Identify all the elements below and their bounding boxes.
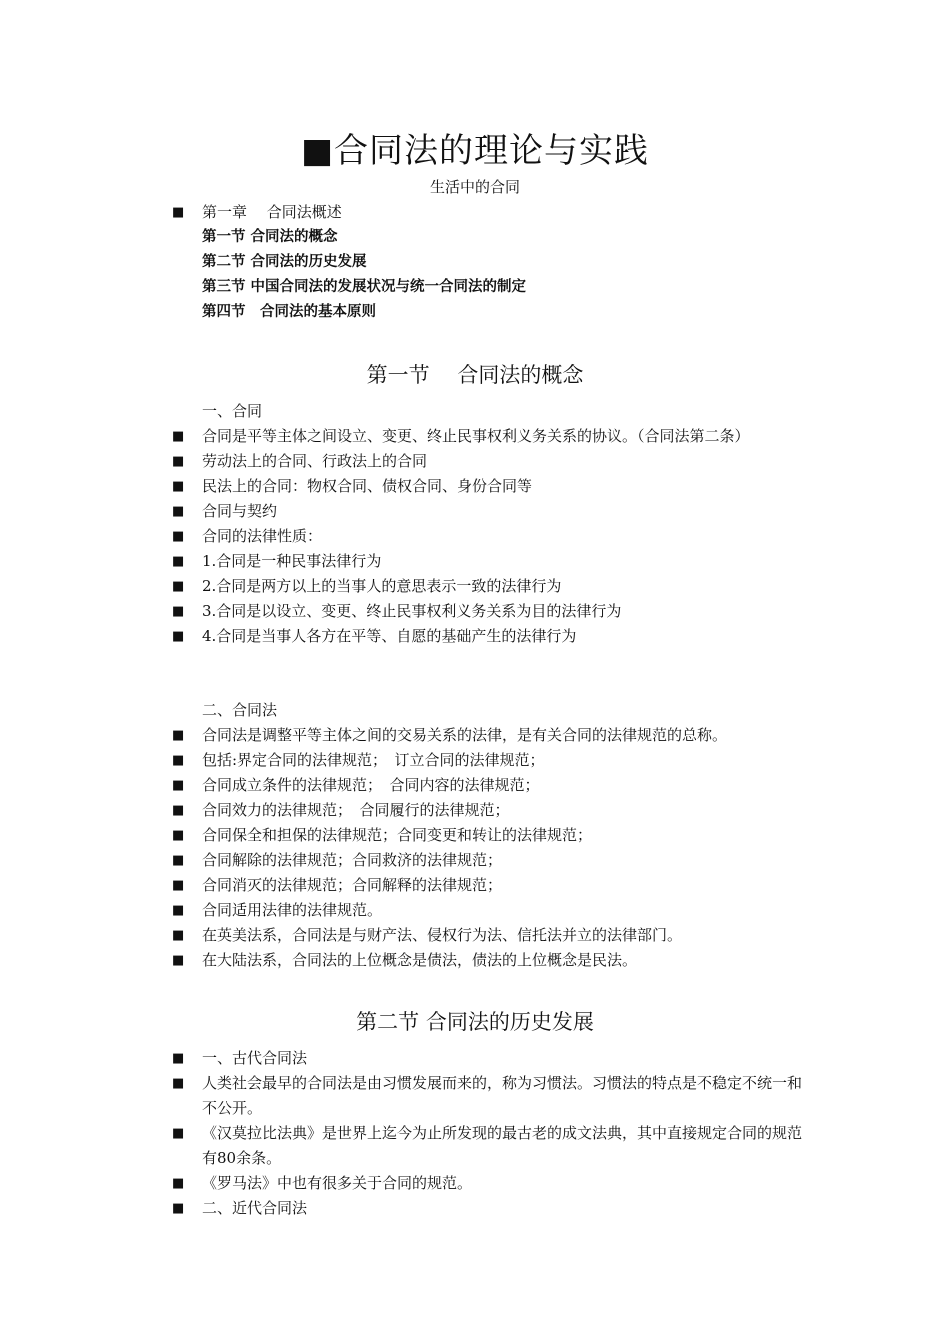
list-item bbox=[172, 474, 812, 499]
toc-section bbox=[172, 275, 812, 300]
toc-chapter-label: 第一章 合同法概述 bbox=[202, 203, 342, 221]
list-item-text: 包括:界定合同的法律规范； 订立合同的法律规范； bbox=[202, 751, 545, 769]
list-item bbox=[172, 1121, 812, 1171]
list-item-text: 合同适用法律的法律规范。 bbox=[202, 901, 383, 919]
toc-section bbox=[172, 225, 812, 250]
bullet-icon: ■ bbox=[172, 953, 185, 968]
bullet-icon: ■ bbox=[172, 1201, 185, 1216]
list-item bbox=[172, 723, 812, 748]
list-item bbox=[172, 923, 812, 948]
list-item-text: 《汉莫拉比法典》是世界上迄今为止所发现的最古老的成文法典，其中直接规定合同的规范有80余条。 bbox=[202, 1124, 803, 1167]
bullet-icon: ■ bbox=[172, 629, 185, 644]
list-item-text: 合同是平等主体之间设立、变更、终止民事权利义务关系的协议。（合同法第二条） bbox=[202, 427, 750, 445]
bullet-icon: ■ bbox=[172, 454, 185, 469]
list-item-text: 合同解除的法律规范；合同救济的法律规范； bbox=[202, 851, 503, 869]
section1-part2 bbox=[172, 698, 812, 973]
list-item bbox=[172, 499, 812, 524]
toc-chapter bbox=[172, 200, 812, 225]
list-item bbox=[172, 823, 812, 848]
toc-section-label: 第一节 合同法的概念 bbox=[202, 229, 338, 245]
bullet-icon: ■ bbox=[172, 1126, 185, 1141]
toc-section bbox=[172, 250, 812, 275]
page-title: ■合同法的理论与实践 bbox=[300, 131, 650, 171]
bullet-icon: ■ bbox=[172, 429, 185, 444]
list-item bbox=[172, 773, 812, 798]
list-item-text: 合同法是调整平等主体之间的交易关系的法律，是有关合同的法律规范的总称。 bbox=[202, 726, 728, 744]
bullet-icon: ■ bbox=[172, 479, 185, 494]
list-item-text: 4.合同是当事人各方在平等、自愿的基础产生的法律行为 bbox=[202, 627, 577, 645]
list-item-text: 民法上的合同：物权合同、债权合同、身份合同等 bbox=[202, 477, 533, 495]
list-item bbox=[172, 524, 812, 549]
section-heading: 第二节 合同法的历史发展 bbox=[356, 1010, 594, 1034]
list-item bbox=[172, 549, 812, 574]
bullet-icon: ■ bbox=[172, 604, 185, 619]
toc-section bbox=[172, 300, 812, 325]
list-item bbox=[172, 449, 812, 474]
section1-part1 bbox=[172, 399, 812, 649]
bullet-icon: ■ bbox=[172, 1051, 185, 1066]
list-item-text: 在大陆法系，合同法的上位概念是债法，债法的上位概念是民法。 bbox=[202, 951, 638, 969]
bullet-icon: ■ bbox=[172, 803, 185, 818]
bullet-icon: ■ bbox=[172, 778, 185, 793]
list-item-text: 人类社会最早的合同法是由习惯发展而来的，称为习惯法。习惯法的特点是不稳定不统一和不公开。 bbox=[202, 1074, 803, 1117]
list-item bbox=[172, 948, 812, 973]
toc-section-label: 第三节 中国合同法的发展状况与统一合同法的制定 bbox=[202, 279, 527, 295]
list-item-text: 合同消灭的法律规范；合同解释的法律规范； bbox=[202, 876, 503, 894]
bullet-icon: ■ bbox=[172, 205, 185, 220]
list-item-text: 合同保全和担保的法律规范；合同变更和转让的法律规范； bbox=[202, 826, 593, 844]
part-label: 一、合同 bbox=[202, 402, 263, 420]
list-item bbox=[172, 599, 812, 624]
bullet-icon: ■ bbox=[172, 1176, 185, 1191]
list-item bbox=[172, 748, 812, 773]
list-item-text: 劳动法上的合同、行政法上的合同 bbox=[202, 452, 428, 470]
list-item-text: 二、近代合同法 bbox=[202, 1199, 308, 1217]
list-item bbox=[172, 1071, 812, 1121]
list-item bbox=[172, 424, 812, 449]
list-item-text: 合同的法律性质： bbox=[202, 527, 323, 545]
bullet-icon: ■ bbox=[172, 1076, 185, 1091]
toc-section-label: 第二节 合同法的历史发展 bbox=[202, 254, 367, 270]
bullet-icon: ■ bbox=[172, 728, 185, 743]
list-item bbox=[172, 798, 812, 823]
list-item-text: 一、古代合同法 bbox=[202, 1049, 308, 1067]
list-item bbox=[172, 1196, 812, 1221]
toc-section-label: 第四节 合同法的基本原则 bbox=[202, 304, 376, 320]
list-item-text: 《罗马法》中也有很多关于合同的规范。 bbox=[202, 1174, 473, 1192]
list-item-text: 3.合同是以设立、变更、终止民事权利义务关系为目的法律行为 bbox=[202, 602, 622, 620]
list-item bbox=[172, 624, 812, 649]
list-item-text: 合同与契约 bbox=[202, 502, 278, 520]
list-item-text: 1.合同是一种民事法律行为 bbox=[202, 552, 382, 570]
bullet-icon: ■ bbox=[172, 554, 185, 569]
section2-list bbox=[172, 1046, 812, 1221]
list-item-text: 在英美法系，合同法是与财产法、侵权行为法、信托法并立的法律部门。 bbox=[202, 926, 683, 944]
bullet-icon: ■ bbox=[172, 903, 185, 918]
part-label: 二、合同法 bbox=[202, 701, 278, 719]
bullet-icon: ■ bbox=[172, 529, 185, 544]
table-of-contents bbox=[172, 200, 812, 325]
part-label-row bbox=[172, 698, 812, 723]
list-item-text: 合同效力的法律规范； 合同履行的法律规范； bbox=[202, 801, 510, 819]
bullet-icon: ■ bbox=[172, 878, 185, 893]
section-heading: 第一节 合同法的概念 bbox=[366, 363, 584, 387]
bullet-icon: ■ bbox=[172, 828, 185, 843]
bullet-icon: ■ bbox=[172, 504, 185, 519]
list-item bbox=[172, 574, 812, 599]
bullet-icon: ■ bbox=[172, 579, 185, 594]
list-item bbox=[172, 1046, 812, 1071]
part-label-row bbox=[172, 399, 812, 424]
bullet-icon: ■ bbox=[172, 753, 185, 768]
page-subtitle: 生活中的合同 bbox=[429, 178, 520, 196]
list-item bbox=[172, 898, 812, 923]
bullet-icon: ■ bbox=[172, 928, 185, 943]
list-item bbox=[172, 848, 812, 873]
list-item-text: 合同成立条件的法律规范； 合同内容的法律规范； bbox=[202, 776, 540, 794]
list-item bbox=[172, 1171, 812, 1196]
list-item bbox=[172, 873, 812, 898]
bullet-icon: ■ bbox=[172, 853, 185, 868]
list-item-text: 2.合同是两方以上的当事人的意思表示一致的法律行为 bbox=[202, 577, 562, 595]
